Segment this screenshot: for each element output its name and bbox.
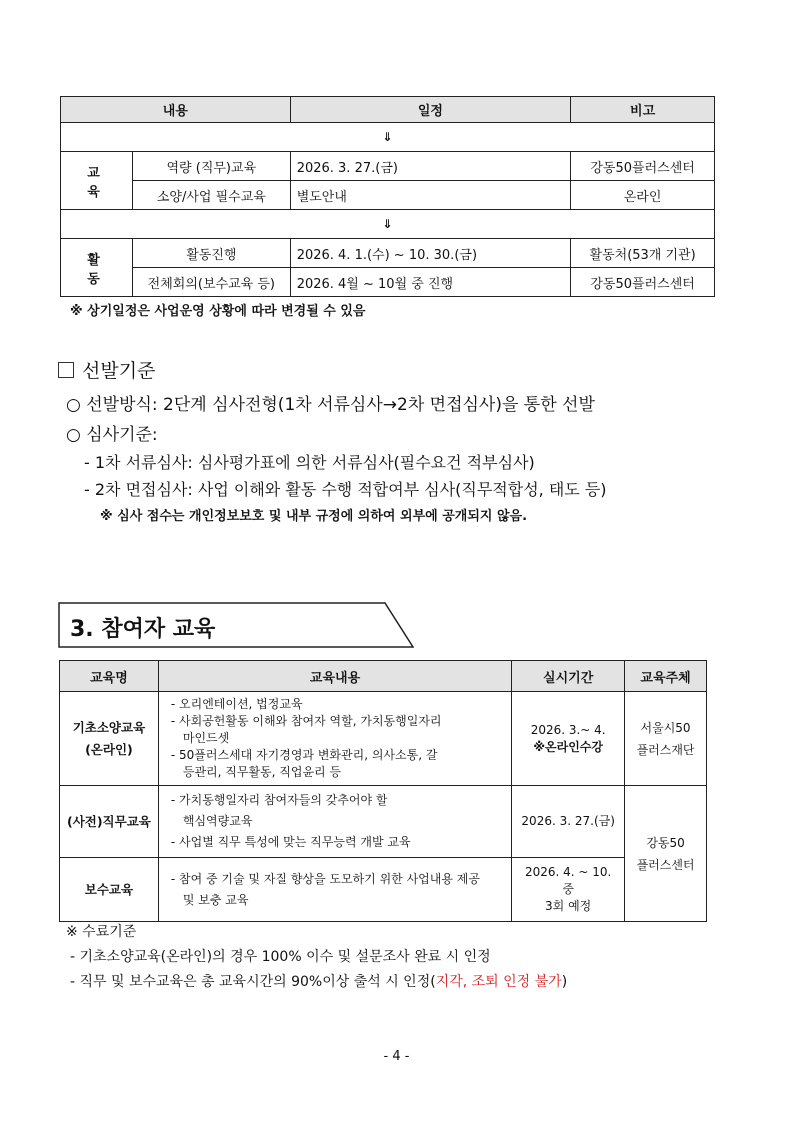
col-header-remark: 비고	[571, 97, 715, 123]
col-header-content: 교육내용	[158, 661, 511, 692]
selection-heading-text: 선발기준	[82, 360, 156, 382]
group-label-activity: 활 동	[61, 239, 133, 297]
edu-period-cell: 2026. 3. 27.(금)	[512, 786, 625, 858]
education-table	[59, 660, 707, 922]
note-cell: 온라인	[571, 181, 715, 210]
edu-org-cell	[625, 692, 707, 786]
down-arrow-icon: ⇓	[61, 210, 715, 239]
period-line: 2026. 3.~ 4.	[530, 722, 606, 737]
completion-line2-suffix: )	[561, 974, 568, 990]
selection-criteria: ○ 심사기준:	[66, 425, 158, 445]
content-line: 마인드셋	[182, 731, 230, 745]
down-arrow-icon: ⇓	[61, 123, 715, 152]
edu-content-cell	[158, 692, 511, 786]
completion-title: ※ 수료기준	[66, 924, 137, 940]
date-cell: 2026. 3. 27.(금)	[290, 152, 571, 181]
period-line: ※온라인수강	[533, 739, 603, 754]
col-header-org: 교육주체	[625, 661, 707, 692]
content-line: - 참여 중 기술 및 자질 향상을 도모하기 위한 사업내용 제공	[170, 871, 480, 886]
col-header-name: 교육명	[60, 661, 159, 692]
criteria-step1: - 1차 서류심사: 심사평가표에 의한 서류심사(필수요건 적부심사)	[84, 453, 535, 472]
selection-heading	[58, 356, 155, 383]
period-line: 2026. 4. ~ 10. 중	[524, 865, 612, 896]
col-header-content: 내용	[61, 97, 291, 123]
content-line: - 사회공헌활동 이해와 참여자 역할, 가치동행일자리	[170, 714, 442, 728]
content-line: 등관리, 직무활동, 직업윤리 등	[182, 765, 342, 779]
section-title: 3. 참여자 교육	[70, 617, 216, 642]
edu-name-line: (온라인)	[85, 741, 133, 757]
table-row	[60, 858, 707, 922]
edu-name-line: 기초소양교육	[72, 719, 146, 735]
note-cell: 강동50플러스센터	[571, 268, 715, 297]
content-line: - 오리엔테이션, 법정교육	[170, 697, 303, 711]
item-cell: 활동진행	[132, 239, 290, 268]
item-cell: 역량 (직무)교육	[132, 152, 290, 181]
group-label-education: 교 육	[61, 152, 133, 210]
table-row	[61, 268, 715, 297]
schedule-table	[60, 96, 715, 297]
col-header-schedule: 일정	[290, 97, 571, 123]
table-row	[60, 692, 707, 786]
item-cell: 전체회의(보수교육 등)	[132, 268, 290, 297]
date-cell: 2026. 4. 1.(수) ~ 10. 30.(금)	[290, 239, 571, 268]
completion-line1: - 기초소양교육(온라인)의 경우 100% 이수 및 설문조사 완료 시 인정	[70, 949, 491, 965]
edu-name-cell	[60, 692, 159, 786]
note-cell: 활동처(53개 기관)	[571, 239, 715, 268]
table-row	[61, 152, 715, 181]
content-line: - 사업별 직무 특성에 맞는 직무능력 개발 교육	[170, 835, 411, 849]
criteria-step2: - 2차 면접심사: 사업 이해와 활동 수행 적합여부 심사(직무적합성, 태도 등)	[84, 480, 607, 499]
col-header-period: 실시기간	[512, 661, 625, 692]
edu-org-cell	[625, 786, 707, 922]
completion-line2	[70, 971, 567, 991]
education-header-row	[60, 661, 707, 692]
checkbox-square-icon	[58, 362, 74, 378]
content-line: - 가치동행일자리 참여자들의 갖추어야 할	[170, 793, 388, 807]
completion-line2-prefix: - 직무 및 보수교육은 총 교육시간의 90%이상 출석 시 인정(	[70, 974, 436, 990]
org-line: 플러스센터	[636, 857, 695, 872]
note-cell: 강동50플러스센터	[571, 152, 715, 181]
date-cell: 2026. 4월 ~ 10월 중 진행	[290, 268, 571, 297]
org-line: 서울시50	[640, 720, 691, 735]
edu-period-cell	[512, 692, 625, 786]
table-row	[60, 786, 707, 858]
table-row	[61, 239, 715, 268]
edu-name-cell: 보수교육	[60, 858, 159, 922]
edu-content-cell	[158, 786, 511, 858]
schedule-header-row	[61, 97, 715, 123]
selection-method: ○ 선발방식: 2단계 심사전형(1차 서류심사→2차 면접심사)을 통한 선발	[66, 395, 595, 415]
completion-line2-warning: 지각, 조퇴 인정 불가	[435, 974, 562, 990]
schedule-footnote: ※ 상기일정은 사업운영 상황에 따라 변경될 수 있음	[70, 304, 366, 319]
content-line: 핵심역량교육	[182, 814, 253, 828]
org-line: 강동50	[646, 835, 685, 850]
section-title-banner	[58, 602, 414, 648]
item-cell: 소양/사업 필수교육	[132, 181, 290, 210]
page-number: - 4 -	[383, 1049, 410, 1064]
edu-name-cell: (사전)직무교육	[60, 786, 159, 858]
selection-note: ※ 심사 점수는 개인정보보호 및 내부 규정에 의하여 외부에 공개되지 않음.	[100, 509, 528, 524]
edu-period-cell	[512, 858, 625, 922]
content-line: - 50플러스세대 자기경영과 변화관리, 의사소통, 갈	[170, 748, 438, 762]
period-line: 3회 예정	[545, 899, 592, 913]
table-row	[61, 181, 715, 210]
org-line: 플러스재단	[636, 742, 695, 757]
edu-content-cell	[158, 858, 511, 922]
content-line: 및 보충 교육	[182, 892, 249, 907]
date-cell: 별도안내	[290, 181, 571, 210]
